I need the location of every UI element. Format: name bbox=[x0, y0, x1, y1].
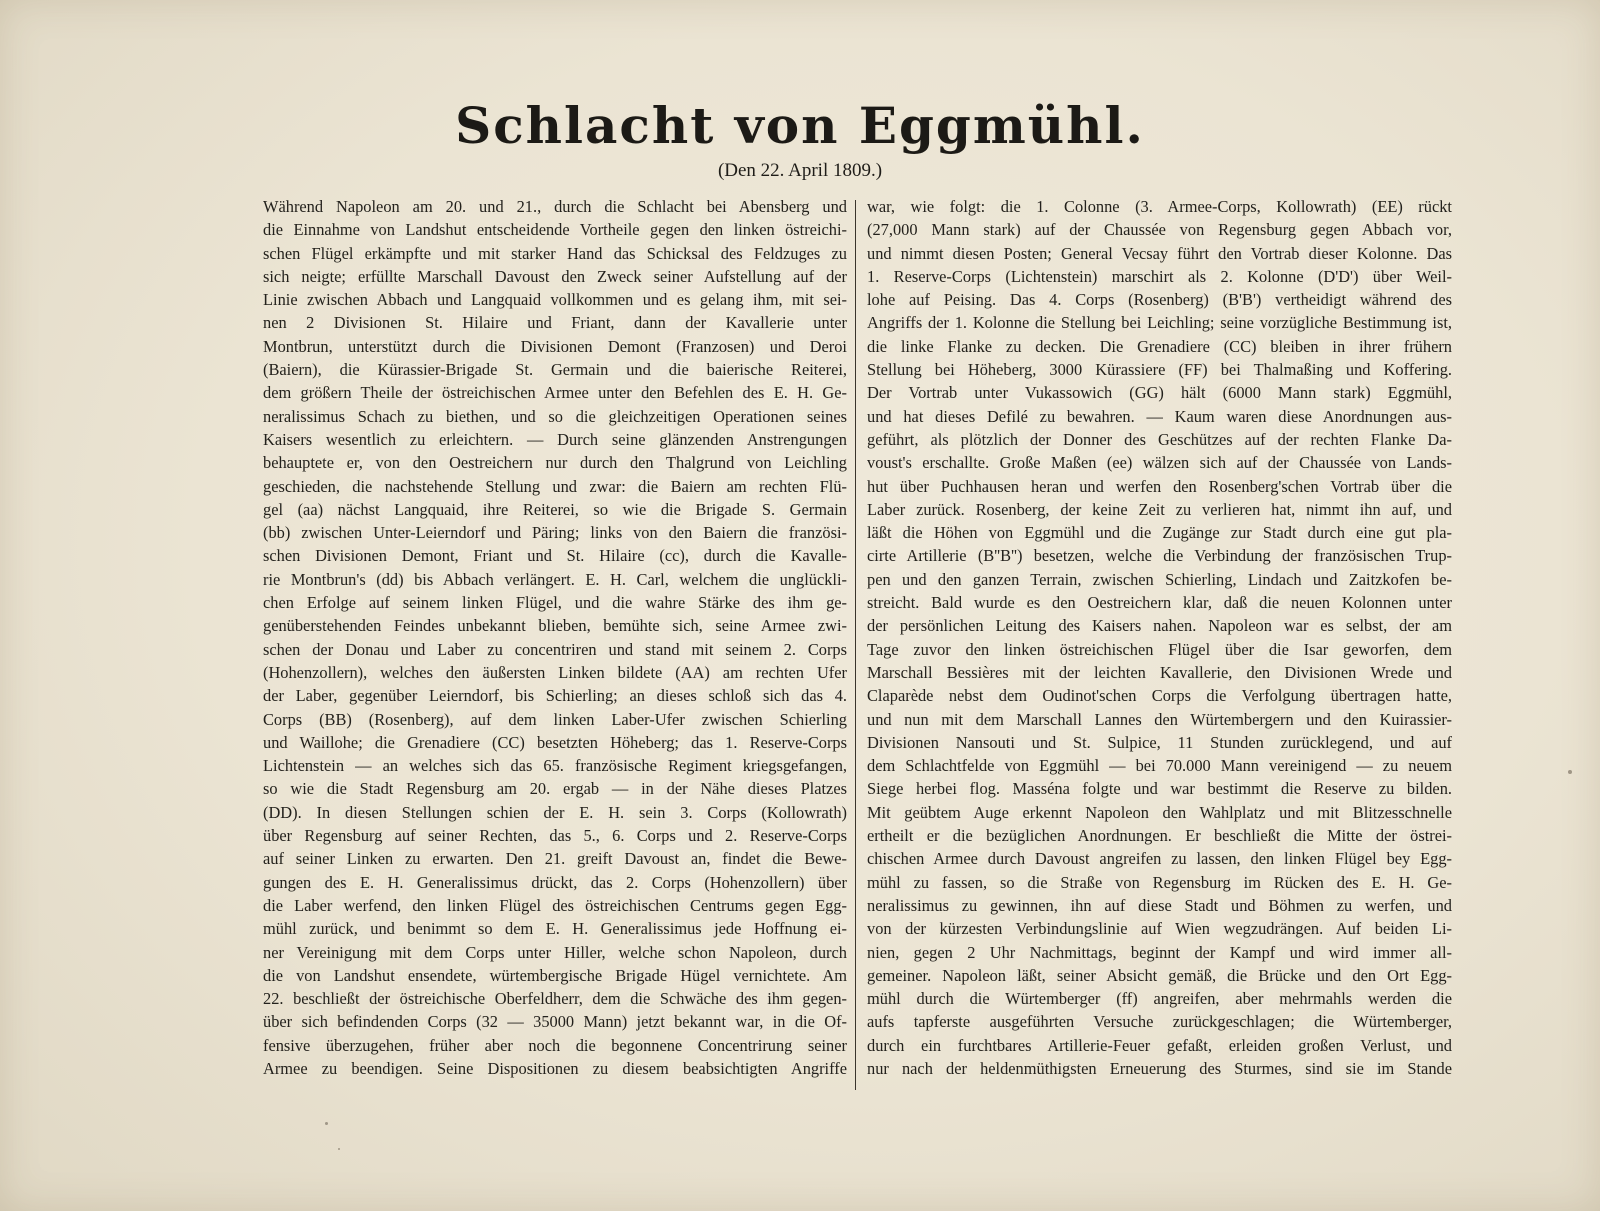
text-line: nien, gegen 2 Uhr Nachmittags, beginnt der Kampf und wird immer all- bbox=[867, 942, 1452, 962]
text-line: so wie die Stadt Regensburg am 20. ergab — in der Nähe dieses Platzes bbox=[263, 779, 847, 799]
text-line: dem größern Theile der östreichischen Armee unter den Befehlen des E. H. Ge- bbox=[263, 383, 847, 403]
text-line: Der Vortrab unter Vukassowich (GG) hält (6000 Mann stark) Eggmühl, bbox=[867, 383, 1452, 403]
text-line: die von Landshut ensendete, würtembergische Brigade Hügel vernichtete. Am bbox=[263, 965, 847, 985]
text-line: die Einnahme von Landshut entscheidende Vortheile gegen den linken östreichi- bbox=[263, 220, 847, 240]
text-line: ertheilt er die bezüglichen Anordnungen. Er beschließt die Mitte der östrei- bbox=[867, 826, 1452, 846]
text-line: Kaisers wesentlich zu erleichtern. — Durch seine glänzenden Anstrengungen bbox=[263, 429, 847, 449]
text-line: nur nach der heldenmüthigsten Erneuerung des Sturmes, sind sie im Stande bbox=[867, 1058, 1452, 1078]
text-line: die linke Flanke zu decken. Die Grenadiere (CC) bleiben in ihrer frühern bbox=[867, 336, 1452, 356]
text-line: fensive überzugehen, früher aber noch die begonnene Concentrirung seiner bbox=[263, 1035, 847, 1055]
text-line: neralissimus Schach zu biethen, und so die gleichzeitigen Operationen seines bbox=[263, 406, 847, 426]
document-title: Schlacht von Eggmühl. bbox=[455, 96, 1145, 155]
text-line: geschieden, die nachstehende Stellung und zwar: die Baiern am rechten Flü- bbox=[263, 476, 847, 496]
text-line: chischen Armee durch Davoust angreifen zu lassen, den linken Flügel bey Egg- bbox=[867, 849, 1452, 869]
text-line: Angriffs der 1. Kolonne die Stellung bei Leichling; seine vorzügliche Bestimmung ist, bbox=[867, 313, 1452, 333]
text-line: schen Divisionen Demont, Friant und St. Hilaire (cc), durch die Kavalle- bbox=[263, 546, 847, 566]
text-line: genüberstehenden Feindes unbekannt blieben, bemühte sich, seine Armee zwi- bbox=[263, 616, 847, 636]
text-line: gemeiner. Napoleon läßt, seiner Absicht gemäß, die Brücke und den Ort Egg- bbox=[867, 965, 1452, 985]
text-line: Corps (BB) (Rosenberg), auf dem linken Laber-Ufer zwischen Schierling bbox=[263, 709, 847, 729]
text-line: Claparède nebst dem Oudinot'schen Corps die Verfolgung übertragen hatte, bbox=[867, 686, 1452, 706]
text-line: Armee zu beendigen. Seine Dispositionen zu diesem beabsichtigten Angriffe bbox=[263, 1058, 847, 1078]
text-line: streicht. Bald wurde es den Oestreichern klar, daß die neuen Kolonnen unter bbox=[867, 593, 1452, 613]
text-line: Siege herbei flog. Masséna folgte und war bestimmt die Reserve zu bilden. bbox=[867, 779, 1452, 799]
text-line: Lichtenstein — an welches sich das 65. französische Regiment kriegsgefangen, bbox=[263, 756, 847, 776]
paper-speck bbox=[325, 1122, 328, 1125]
text-line: und Waillohe; die Grenadiere (CC) besetzten Höheberg; das 1. Reserve-Corps bbox=[263, 732, 847, 752]
text-line: über Regensburg auf seiner Rechten, das 5., 6. Corps und 2. Reserve-Corps bbox=[263, 826, 847, 846]
text-line: aufs tapferste ausgeführten Versuche zurückgeschlagen; die Würtemberger, bbox=[867, 1012, 1452, 1032]
text-line: pen und den ganzen Terrain, zwischen Schierling, Lindach und Zaitzkofen be- bbox=[867, 569, 1452, 589]
text-line: der Laber, gegenüber Leierndorf, bis Schierling; an dieses schloß sich das 4. bbox=[263, 686, 847, 706]
column-divider bbox=[855, 200, 856, 1090]
text-line: Tage zuvor den linken östreichischen Flügel über die Isar geworfen, dem bbox=[867, 639, 1452, 659]
text-line: von der kürzesten Verbindungslinie auf Wien wegzudrängen. Auf beiden Li- bbox=[867, 919, 1452, 939]
text-line: (bb) zwischen Unter-Leierndorf und Päring; links von den Baiern die französi- bbox=[263, 523, 847, 543]
text-line: rie Montbrun's (dd) bis Abbach verlängert. E. H. Carl, welchem die unglückli- bbox=[263, 569, 847, 589]
text-line: Montbrun, unterstützt durch die Divisionen Demont (Franzosen) und Deroi bbox=[263, 336, 847, 356]
text-line: cirte Artillerie (B''B'') besetzen, welche die Verbindung der französischen Trup- bbox=[867, 546, 1452, 566]
text-line: ner Vereinigung mit dem Corps unter Hiller, welche schon Napoleon, durch bbox=[263, 942, 847, 962]
text-line: war, wie folgt: die 1. Colonne (3. Armee-Corps, Kollowrath) (EE) rückt bbox=[867, 197, 1452, 216]
text-line: neralissimus zu gewinnen, ihn auf diese Stadt und Böhmen zu werfen, und bbox=[867, 895, 1452, 915]
paper-speck bbox=[1568, 770, 1572, 774]
text-line: 1. Reserve-Corps (Lichtenstein) marschirt als 2. Kolonne (D'D') über Weil- bbox=[867, 266, 1452, 286]
text-line: Stellung bei Höheberg, 3000 Kürassiere (FF) bei Thalmaßing und Koffering. bbox=[867, 360, 1452, 380]
text-line: behauptete er, von den Oestreichern nur durch den Thalgrund von Leichling bbox=[263, 453, 847, 473]
document-date: (Den 22. April 1809.) bbox=[717, 160, 883, 181]
text-line: (DD). In diesen Stellungen schien der E. H. sein 3. Corps (Kollowrath) bbox=[263, 802, 847, 822]
text-line: gungen des E. H. Generalissimus drückt, das 2. Corps (Hohenzollern) über bbox=[263, 872, 847, 892]
text-line: chen Erfolge auf seinem linken Flügel, und die wahre Stärke des ihm ge- bbox=[263, 593, 847, 613]
text-line: (Hohenzollern), welches den äußersten Linken bildete (AA) am rechten Ufer bbox=[263, 662, 847, 682]
text-line: die Laber werfend, den linken Flügel des östreichischen Centrums gegen Egg- bbox=[263, 895, 847, 915]
text-line: voust's erschallte. Große Maßen (ee) wälzen sich auf der Chaussée von Lands- bbox=[867, 453, 1452, 473]
text-line: mühl zurück, und benimmt so dem E. H. Generalissimus jede Hoffnung ei- bbox=[263, 919, 847, 939]
text-line: geführt, als plötzlich der Donner des Geschützes auf der rechten Flanke Da- bbox=[867, 429, 1452, 449]
text-line: Mit geübtem Auge erkennt Napoleon den Wahlplatz und mit Blitzesschnelle bbox=[867, 802, 1452, 822]
text-line: Laber zurück. Rosenberg, der keine Zeit zu verlieren hat, nimmt ihn auf, und bbox=[867, 499, 1452, 519]
text-line: der persönlichen Leitung des Kaisers nahen. Napoleon war es selbst, der am bbox=[867, 616, 1452, 636]
text-line: schen der Donau und Laber zu concentriren und stand mit seinem 2. Corps bbox=[263, 639, 847, 659]
text-column-left bbox=[263, 195, 847, 1080]
text-line: und nun mit dem Marschall Lannes den Würtembergern und den Kuirassier- bbox=[867, 709, 1452, 729]
text-line: lohe auf Peising. Das 4. Corps (Rosenberg) (B'B') vertheidigt während des bbox=[867, 290, 1452, 310]
text-line: über sich befindenden Corps (32 — 35000 Mann) jetzt bekannt war, in die Of- bbox=[263, 1012, 847, 1032]
text-line: gel (aa) nächst Langquaid, ihre Reiterei, so wie die Brigade S. Germain bbox=[263, 499, 847, 519]
text-line: Während Napoleon am 20. und 21., durch die Schlacht bei Abensberg und bbox=[263, 197, 847, 216]
text-line: 22. beschließt der östreichische Oberfeldherr, dem die Schwäche des ihm gegen- bbox=[263, 989, 847, 1009]
text-line: auf seiner Linken zu erwarten. Den 21. greift Davoust an, findet die Bewe- bbox=[263, 849, 847, 869]
text-line: (Baiern), die Kürassier-Brigade St. Germain und die baierische Reiterei, bbox=[263, 360, 847, 380]
text-line: dem Schlachtfelde von Eggmühl — bei 70.000 Mann vereinigend — zu neuem bbox=[867, 756, 1452, 776]
text-line: hut über Puchhausen heran und werfen den Rosenberg'schen Vortrab über die bbox=[867, 476, 1452, 496]
text-line: Divisionen Nansouti und St. Sulpice, 11 Stunden zurücklegend, und auf bbox=[867, 732, 1452, 752]
text-line: und nimmt diesen Posten; General Vecsay führt den Vortrab dieser Kolonne. Das bbox=[867, 243, 1452, 263]
text-line: mühl durch die Würtemberger (ff) angreifen, aber mehrmahls werden die bbox=[867, 989, 1452, 1009]
text-line: mühl zu fassen, so die Straße von Regensburg im Rücken des E. H. Ge- bbox=[867, 872, 1452, 892]
text-line: Linie zwischen Abbach und Langquaid vollkommen und es gelang ihm, mit sei- bbox=[263, 290, 847, 310]
text-line: durch ein furchtbares Artillerie-Feuer gefaßt, erleiden großen Verlust, und bbox=[867, 1035, 1452, 1055]
text-column-right bbox=[867, 195, 1452, 1080]
text-line: sich neigte; erfüllte Marschall Davoust den Zweck seiner Aufstellung auf der bbox=[263, 266, 847, 286]
text-line: nen 2 Divisionen St. Hilaire und Friant, dann der Kavallerie unter bbox=[263, 313, 847, 333]
text-line: und hat dieses Defilé zu bewahren. — Kaum waren diese Anordnungen aus- bbox=[867, 406, 1452, 426]
text-line: Marschall Bessières mit der leichten Kavallerie, den Divisionen Wrede und bbox=[867, 662, 1452, 682]
text-line: läßt die Höhen von Eggmühl und die Zugänge zur Stadt durch eine gut pla- bbox=[867, 523, 1452, 543]
paper-speck bbox=[338, 1148, 340, 1150]
text-line: (27,000 Mann stark) auf der Chaussée von Regensburg gegen Abbach vor, bbox=[867, 220, 1452, 240]
text-line: schen Flügel erkämpfte und mit starker Hand das Schicksal des Feldzuges zu bbox=[263, 243, 847, 263]
